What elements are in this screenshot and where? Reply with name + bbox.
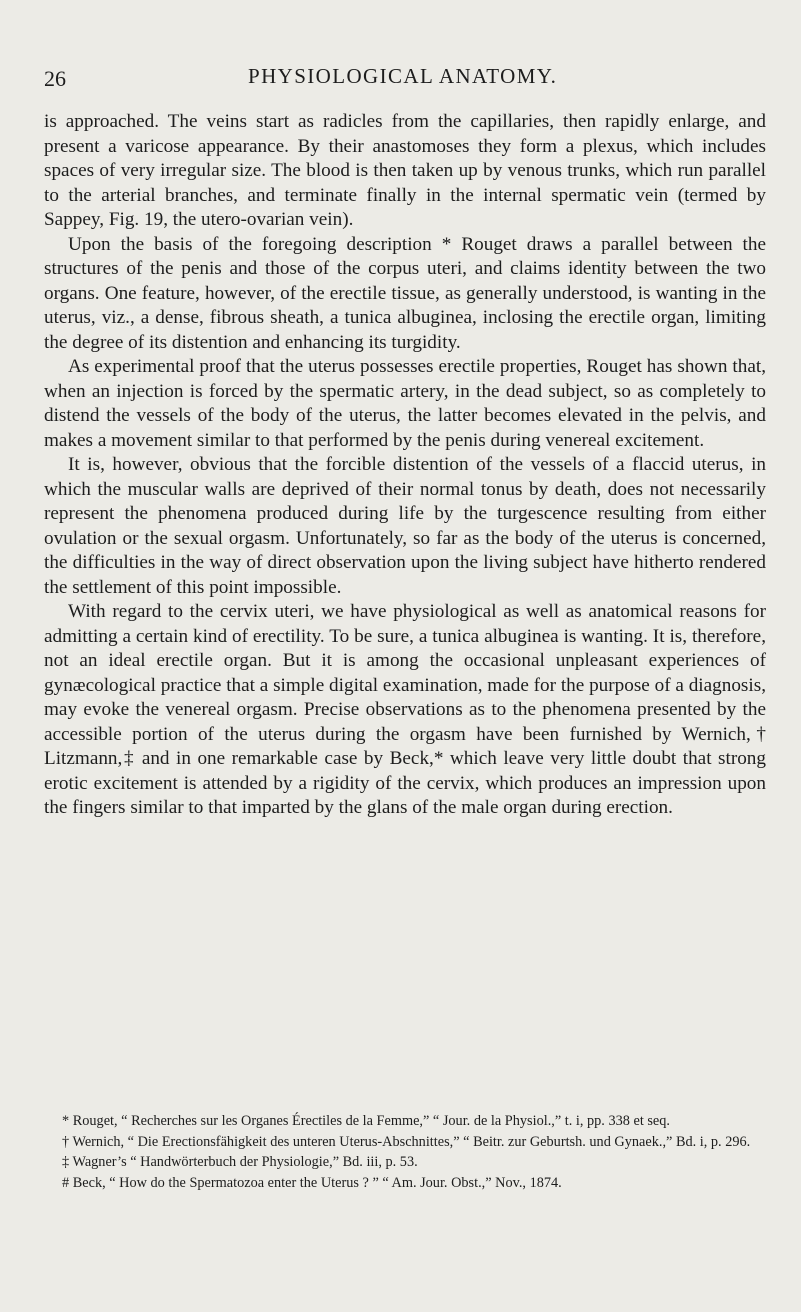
footnote: # Beck, “ How do the Spermatozoa enter the Uterus ? ” “ Am. Jour. Obst.,” Nov., 1874. [62, 1174, 562, 1191]
body-text [44, 110, 766, 821]
paragraph: With regard to the cervix uteri, we have physiological as well as anatomical reasons for admitting a certain kind of erectility. To be sure, a tunica albuginea is wanting. It is, therefore, not an ideal erectile organ. But it is among the occasional unpleasant experiences of gynæcological practice that a simple digital examination, made for the purpose of a diagnosis, may evoke the venereal orgasm. Precise observations as to the phenomena presented by the accessible portion of the uterus during the orgasm have been furnished by Wernich,† Litzmann,‡ and in one remarkable case by Beck,* which leave very little doubt that strong erotic excitement is attended by a rigidity of the cervix, which produces an impression upon the fingers similar to that imparted by the glans of the male organ during erection. [44, 601, 766, 818]
footnotes [44, 1111, 766, 1193]
paragraph: Upon the basis of the foregoing description * Rouget draws a parallel between the structures of the penis and those of the corpus uteri, and claims identity between the two organs. One feature, however, of the erectile tissue, as generally understood, is wanting in the uterus, viz., a dense, fibrous sheath, a tunica albuginea, inclosing the erectile organ, limiting the degree of its distention and enhancing its turgidity. [44, 233, 766, 353]
paragraph: is approached. The veins start as radicles from the capillaries, then rapidly enlarge, and present a varicose appearance. By their anastomoses they form a plexus, which includes spaces of very irregular size. The blood is then taken up by venous trunks, which run parallel to the arterial branches, and terminate finally in the internal spermatic vein (termed by Sappey, Fig. 19, the utero-ovarian vein). [44, 111, 766, 230]
paragraph: As experimental proof that the uterus possesses erectile properties, Rouget has shown that, when an injection is forced by the spermatic artery, in the dead subject, so as completely to distend the vessels of the body of the uterus, the latter becomes elevated in the pelvis, and makes a movement similar to that performed by the penis during venereal excitement. [44, 356, 766, 451]
page-number: 26 [44, 66, 66, 91]
footnote: † Wernich, “ Die Erectionsfähigkeit des unteren Uterus-Abschnittes,” “ Beitr. zur Geburtsh. und Gynaek.,” Bd. i, p. 296. [62, 1133, 751, 1150]
running-title: PHYSIOLOGICAL ANATOMY. [248, 64, 558, 88]
paragraph: It is, however, obvious that the forcible distention of the vessels of a flaccid uterus, in which the muscular walls are deprived of their normal tonus by death, does not necessarily represent the phenomena produced during life by the turgescence resulting from either ovulation or the sexual orgasm. Unfortunately, so far as the body of the uterus is concerned, the difficulties in the way of direct observation upon the living subject have hitherto rendered the settlement of this point impossible. [44, 454, 766, 598]
footnote: * Rouget, “ Recherches sur les Organes Érectiles de la Femme,” “ Jour. de la Physiol.,” t. i, pp. 338 et seq. [62, 1113, 670, 1129]
footnote: ‡ Wagner’s “ Handwörterbuch der Physiologie,” Bd. iii, p. 53. [62, 1154, 418, 1170]
